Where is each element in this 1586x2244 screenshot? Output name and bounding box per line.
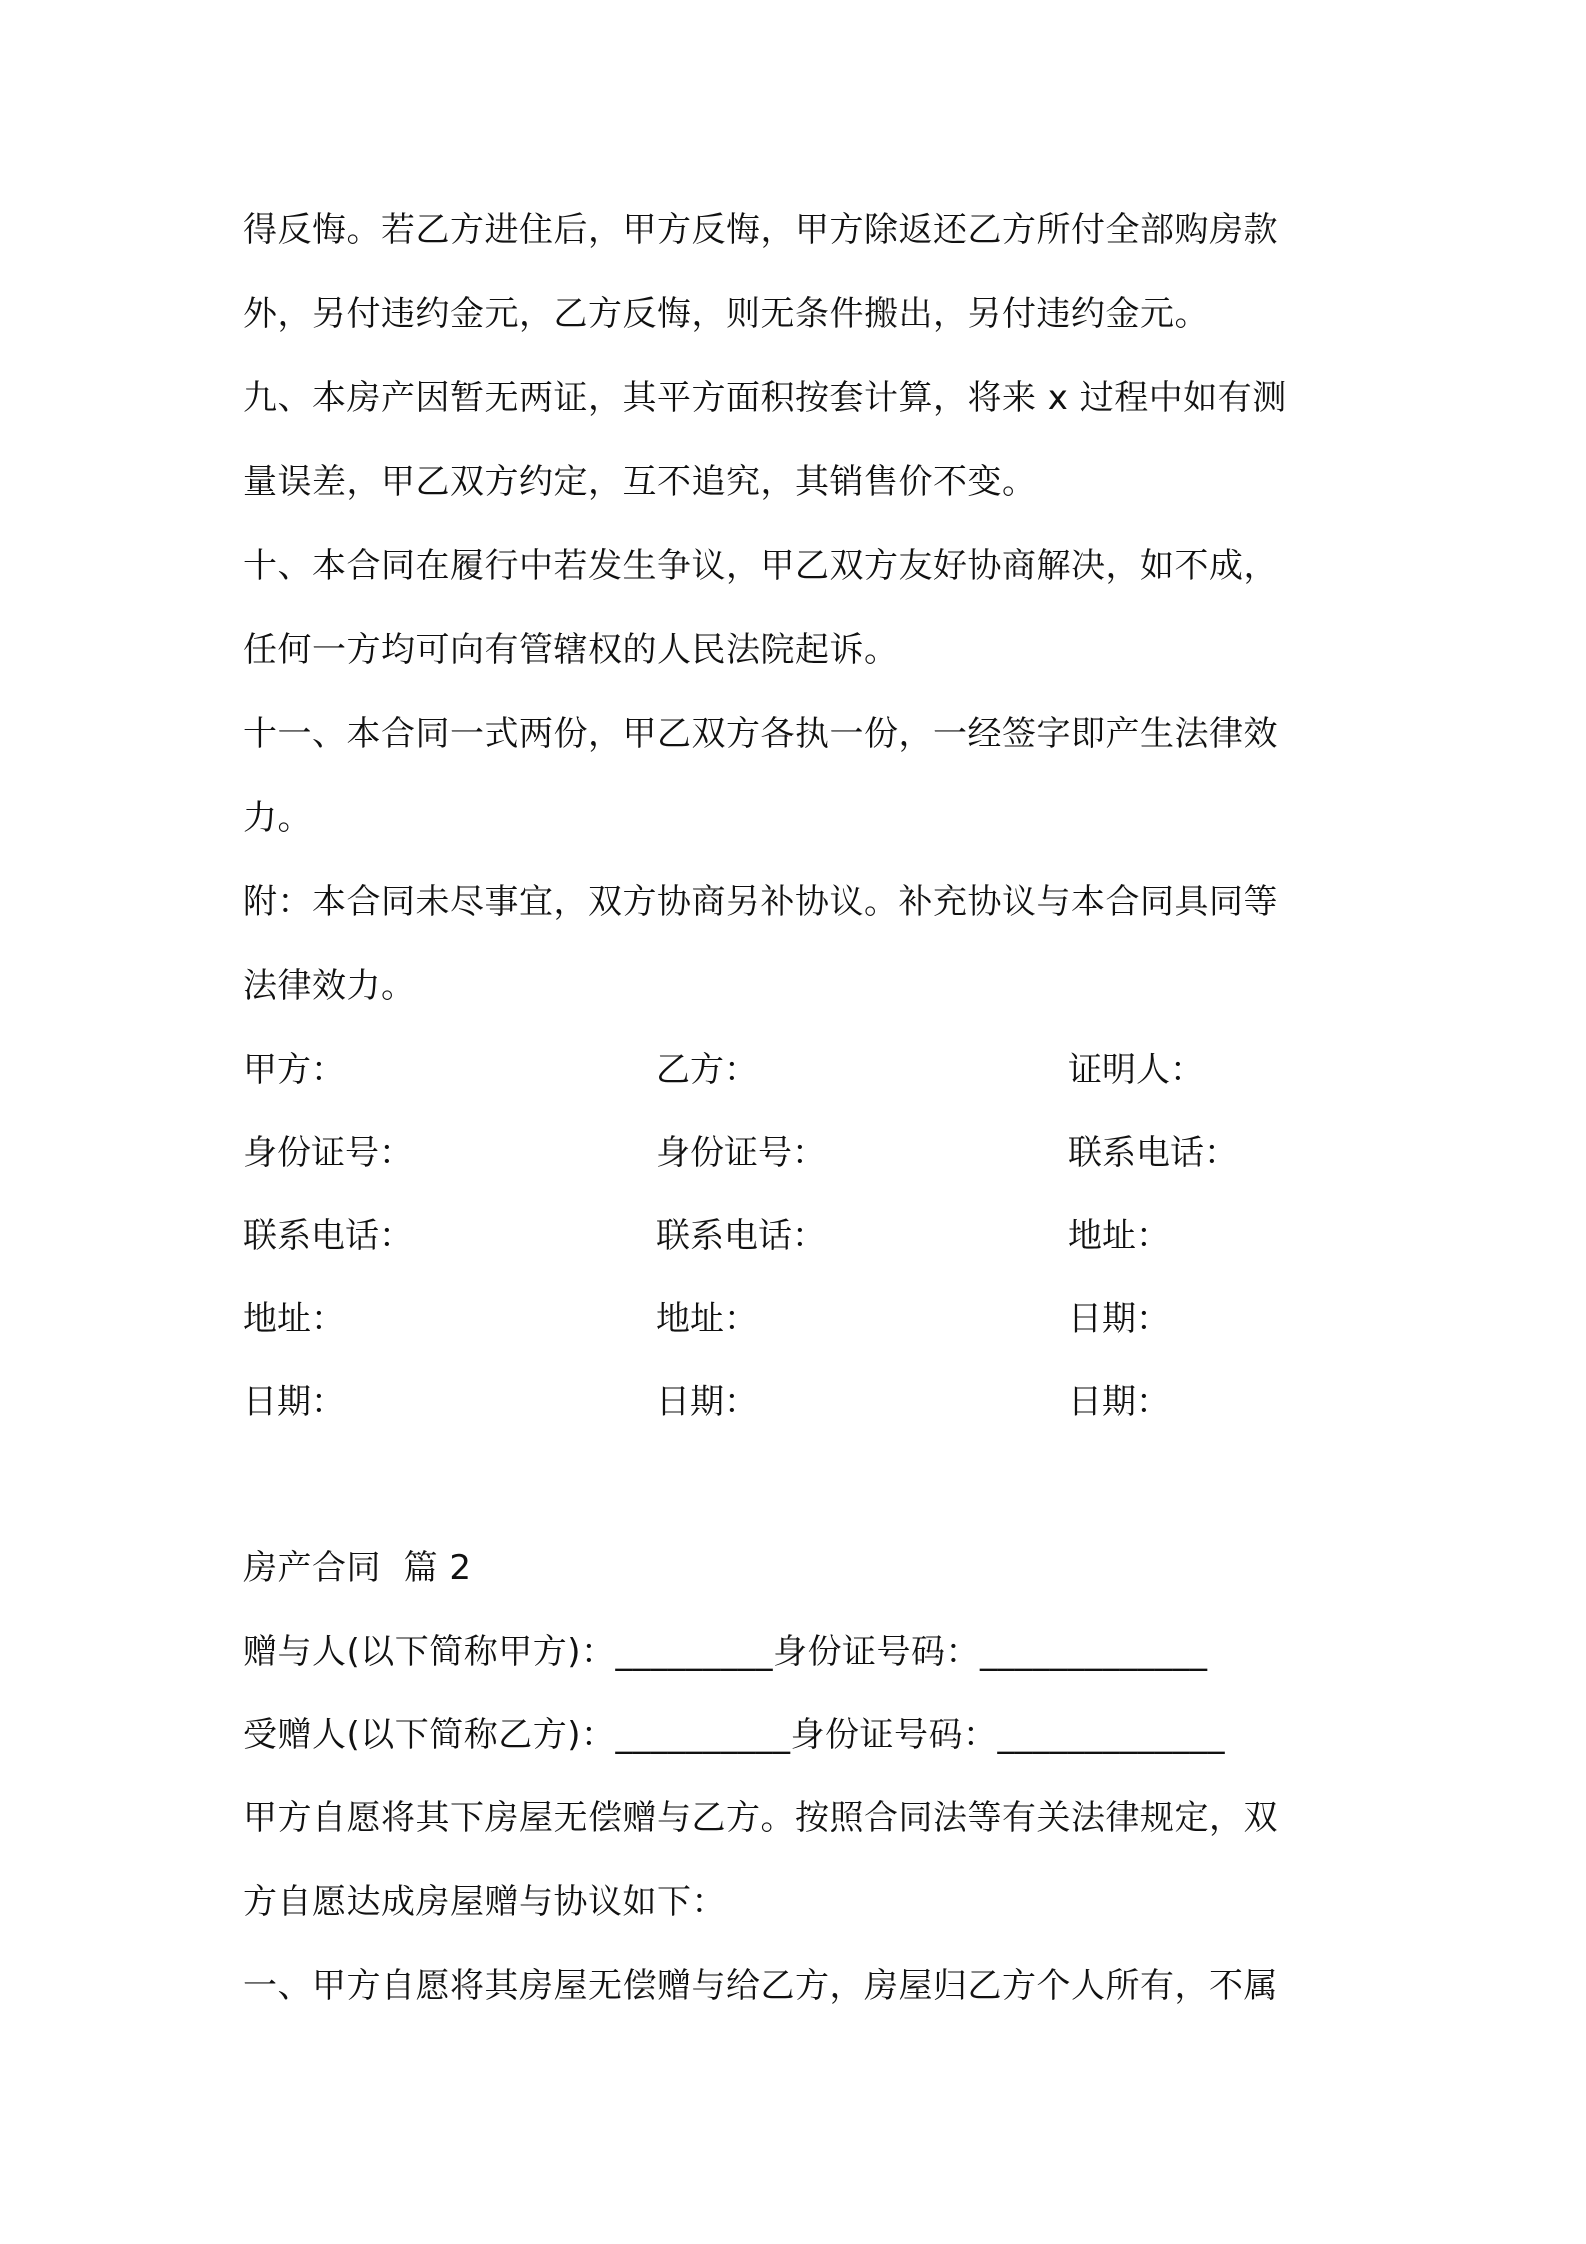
paragraph-line: 得反悔。若乙方进住后，甲方反悔，甲方除返还乙方所付全部购房款 bbox=[243, 210, 1278, 250]
party-a-id-label: 身份证号： bbox=[243, 1133, 413, 1173]
paragraph-line: 外，另付违约金元，乙方反悔，则无条件搬出，另付违约金元。 bbox=[243, 294, 1209, 334]
party-b-id-label: 身份证号： bbox=[656, 1133, 826, 1173]
party-b-address-label: 地址： bbox=[656, 1299, 758, 1339]
paragraph-line: 力。 bbox=[243, 798, 312, 838]
witness-address-label: 地址： bbox=[1068, 1216, 1170, 1256]
recipient-line: 受赠人(以下简称乙方)：__________身份证号码：_____________ bbox=[243, 1715, 1226, 1755]
appendix-line: 附：本合同未尽事宜，双方协商另补协议。补充协议与本合同具同等 bbox=[243, 882, 1278, 922]
date-label: 日期： bbox=[1068, 1382, 1170, 1422]
clause-nine-line: 九、本房产因暂无两证，其平方面积按套计算，将来 x 过程中如有测 bbox=[243, 378, 1287, 418]
signature-row bbox=[0, 1131, 1586, 1175]
party-b-phone-label: 联系电话： bbox=[656, 1216, 826, 1256]
donor-line: 赠与人(以下简称甲方)：_________身份证号码：_____________ bbox=[243, 1632, 1208, 1672]
paragraph-line: 方自愿达成房屋赠与协议如下： bbox=[243, 1882, 726, 1922]
signature-row bbox=[0, 1297, 1586, 1341]
party-a-phone-label: 联系电话： bbox=[243, 1216, 413, 1256]
clause-one-line: 一、甲方自愿将其房屋无偿赠与给乙方，房屋归乙方个人所有，不属 bbox=[243, 1966, 1278, 2006]
signature-row bbox=[0, 1048, 1586, 1092]
signature-row bbox=[0, 1214, 1586, 1258]
witness-date-label: 日期： bbox=[1068, 1299, 1170, 1339]
witness-phone-label: 联系电话： bbox=[1068, 1133, 1238, 1173]
paragraph-line: 任何一方均可向有管辖权的人民法院起诉。 bbox=[243, 630, 899, 670]
party-b-label: 乙方： bbox=[656, 1050, 758, 1090]
party-a-date-label: 日期： bbox=[243, 1382, 345, 1422]
paragraph-line: 甲方自愿将其下房屋无偿赠与乙方。按照合同法等有关法律规定，双 bbox=[243, 1798, 1278, 1838]
witness-label: 证明人： bbox=[1068, 1050, 1204, 1090]
section-title: 房产合同 篇 2 bbox=[243, 1548, 472, 1588]
paragraph-line: 量误差，甲乙双方约定，互不追究，其销售价不变。 bbox=[243, 462, 1037, 502]
clause-ten-line: 十、本合同在履行中若发生争议，甲乙双方友好协商解决，如不成， bbox=[243, 546, 1278, 586]
paragraph-line: 法律效力。 bbox=[243, 966, 416, 1006]
party-a-label: 甲方： bbox=[243, 1050, 345, 1090]
clause-eleven-line: 十一、本合同一式两份，甲乙双方各执一份，一经签字即产生法律效 bbox=[243, 714, 1278, 754]
party-b-date-label: 日期： bbox=[656, 1382, 758, 1422]
party-a-address-label: 地址： bbox=[243, 1299, 345, 1339]
signature-row bbox=[0, 1380, 1586, 1424]
